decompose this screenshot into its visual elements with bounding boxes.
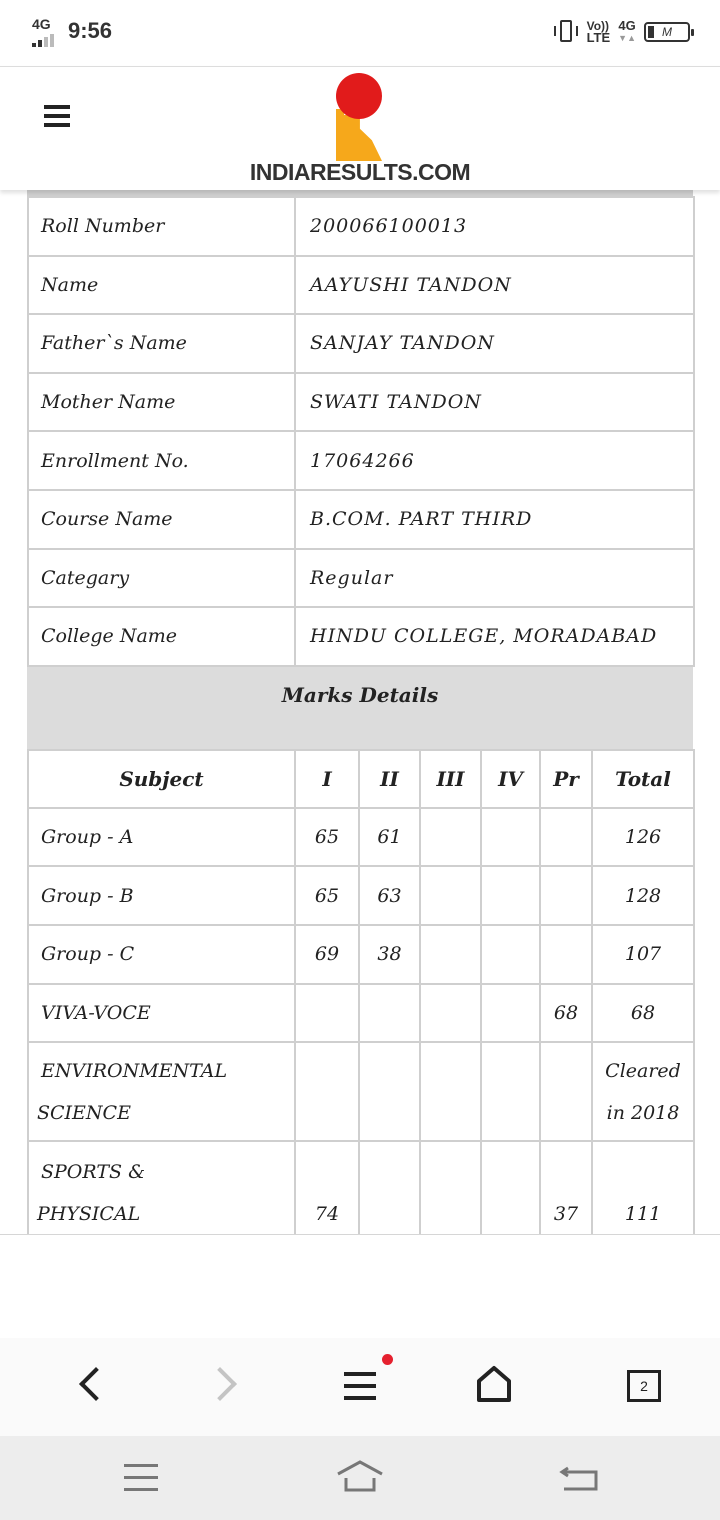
info-value: SANJAY TANDON [295,314,694,373]
info-row [28,607,694,666]
info-row [28,490,694,549]
info-label: Course Name [28,490,295,549]
info-value: 200066100013 [295,197,694,256]
info-value: SWATI TANDON [295,373,694,432]
info-row [28,256,694,315]
browser-menu-button[interactable] [330,1356,390,1416]
col-ii: II [359,750,420,808]
table-row: VIVA-VOCE 68 68 [28,984,694,1043]
forward-button[interactable] [198,1356,258,1416]
vibrate-icon [553,18,579,46]
info-label: Father`s Name [28,314,295,373]
marks-header-row [28,750,694,808]
table-row: Group - A 65 61 126 [28,808,694,867]
info-row [28,197,694,256]
site-logo[interactable] [248,71,472,187]
info-label: College Name [28,607,295,666]
back-button[interactable] [62,1356,122,1416]
tab-count: 2 [627,1370,661,1402]
info-value: Regular [295,549,694,608]
table-row: Group - B 65 63 128 [28,866,694,925]
info-row [28,314,694,373]
info-label: Mother Name [28,373,295,432]
marks-details-header [27,667,693,749]
system-navigation-bar [0,1436,720,1520]
info-row [28,431,694,490]
result-content[interactable] [0,190,720,1234]
info-label: Categary [28,549,295,608]
table-row: SPORTS & PHYSICAL 74 37 111 [28,1141,694,1234]
browser-toolbar [0,1338,720,1436]
home-icon [474,1364,514,1404]
system-back-icon [550,1456,610,1500]
network-type: 4G [32,16,51,32]
col-i: I [295,750,359,808]
signal-icon [30,16,62,44]
chevron-left-icon [79,1367,113,1401]
notification-dot [382,1354,393,1365]
info-label: Name [28,256,295,315]
marks-details-title: Marks Details [28,668,692,748]
col-iv: IV [481,750,540,808]
status-bar [0,0,720,66]
tabs-button[interactable] [614,1356,674,1416]
system-back-button[interactable] [550,1456,610,1500]
marks-table [27,749,695,1234]
student-info-table [27,196,695,667]
battery-icon: M [644,22,690,42]
info-label: Enrollment No. [28,431,295,490]
clock: 9:56 [68,18,113,43]
info-label: Roll Number [28,197,295,256]
info-row [28,373,694,432]
col-pr: Pr [540,750,592,808]
result-sheet [27,190,693,1234]
system-home-icon [330,1456,390,1500]
col-total: Total [592,750,694,808]
table-row: Group - C 69 38 107 [28,925,694,984]
info-value: 17064266 [295,431,694,490]
data-network-indicator: 4G ▼▲ [618,18,636,43]
col-iii: III [420,750,481,808]
volte-indicator: Vo)) LTE [586,19,611,45]
system-home-button[interactable] [330,1456,390,1500]
table-row: ENVIRONMENTAL SCIENCE Cleared in 2018 [28,1042,694,1141]
info-value: B.COM. PART THIRD [295,490,694,549]
site-header [0,66,720,190]
col-subject: Subject [28,750,295,808]
info-row [28,549,694,608]
logo-text: INDIARESULTS.COM [249,159,471,185]
page-blank-area [0,1234,720,1338]
recent-apps-button[interactable] [112,1456,172,1500]
chevron-right-icon [203,1367,237,1401]
info-value: AAYUSHI TANDON [295,256,694,315]
hamburger-menu-icon[interactable] [44,105,70,127]
info-value: HINDU COLLEGE, MORADABAD [295,607,694,666]
home-button[interactable] [464,1356,524,1416]
